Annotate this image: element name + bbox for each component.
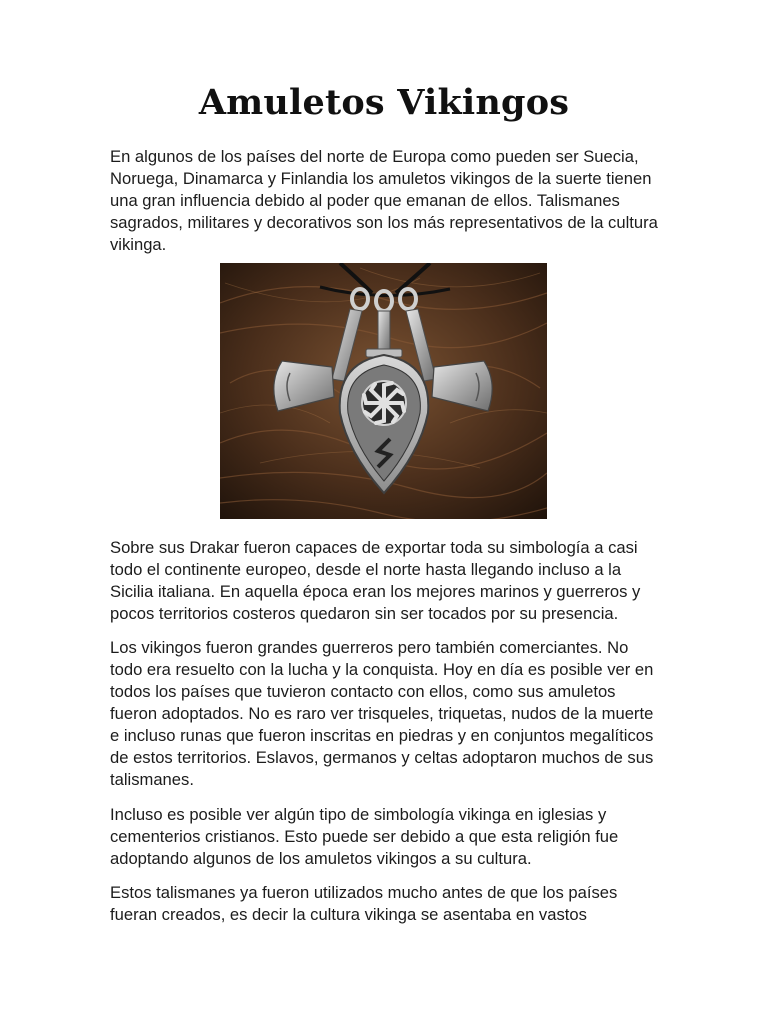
paragraph-talismanes: Estos talismanes ya fueron utilizados mucho antes de que los países fueran creados, es decir la cultura vikinga se asentaba en vastos bbox=[110, 883, 618, 924]
paragraph-intro: En algunos de los países del norte de Europa como pueden ser Suecia, Noruega, Dinamarca y Finlandia los amuletos vikingos de la suerte tienen una gran influencia debido al poder que emanan de ellos. Talismanes sagrados, militares y decorativos son los más representativos de la cultura vikinga. bbox=[110, 147, 658, 254]
paragraph-iglesias: Incluso es posible ver algún tipo de simbología vikinga en iglesias y cementerios cristianos. Esto puede ser debido a que esta religión fue adoptando algunos de los amuletos vikingos a su cultura. bbox=[110, 805, 619, 868]
page-title: Amuletos Vikingos bbox=[198, 82, 570, 123]
paragraph-drakar: Sobre sus Drakar fueron capaces de exportar toda su simbología a casi todo el continente europeo, desde el norte hasta llegando incluso a la Sicilia italiana. En aquella época eran los mejores marinos y guerreros y pocos territorios costeros quedaron sin ser tocados por su presencia. bbox=[110, 538, 641, 623]
amulet-photo bbox=[220, 263, 547, 519]
paragraph-comerciantes: Los vikingos fueron grandes guerreros pero también comerciantes. No todo era resuelto con la lucha y la conquista. Hoy en día es posible ver en todos los países que tuvieron contacto con ellos, como sus amuletos fueron adoptados. No es raro ver trisqueles, triquetas, nudos de la muerte e incluso runas que fueron inscritas en piedras y en conjuntos megalíticos de estos territorios. Eslavos, germanos y celtas adoptaron muchos de sus talismanes. bbox=[110, 638, 654, 789]
